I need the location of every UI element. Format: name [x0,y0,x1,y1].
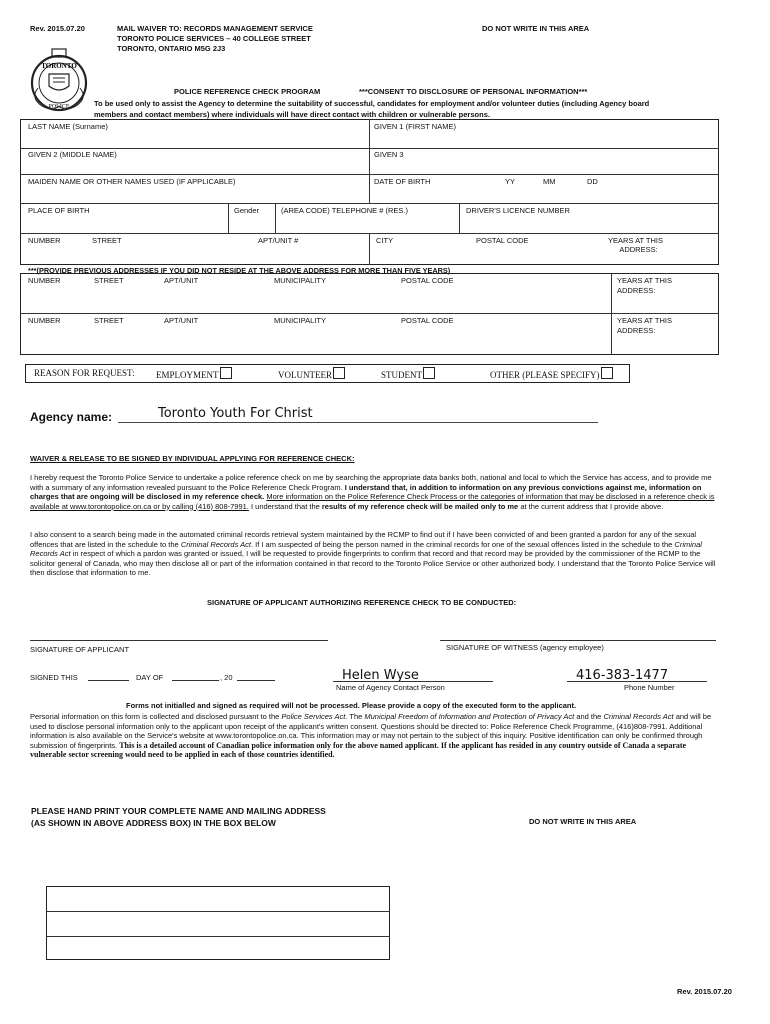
previous-address-note: ***(PROVIDE PREVIOUS ADDRESSES IF YOU DID NOT RESIDE AT THE ABOVE ADDRESS FOR MORE THAN FIVE YEARS) [28,266,451,275]
prev2-years-label-2: ADDRESS: [617,326,656,335]
year-prefix-label: , 20 [220,673,233,682]
prev2-years-field[interactable] [617,316,672,336]
mail-line-2: TORONTO POLICE SERVICES – 40 COLLEGE STREET [117,34,311,43]
prev1-municipality-field[interactable]: MUNICIPALITY [274,276,326,285]
column-divider [369,233,370,265]
employment-label: EMPLOYMENT [156,370,219,380]
mailing-address [117,24,313,54]
drivers-licence-field[interactable]: DRIVER'S LICENCE NUMBER [466,206,570,215]
phone-number-line [567,681,707,682]
waiver-p1-a: I hereby request the Toronto Police Service to undertake a police reference check on me by searching the appropriate data banks both, national and local to which the Service has access, and to provide me with a summary of any information revealed pursuant to the Police Reference Check Program. [30,473,712,492]
applicant-signature-label: SIGNATURE OF APPLICANT [30,645,130,654]
waiver-p2-act: Criminal Records Act [180,539,251,549]
mailing-line-2[interactable] [46,936,390,937]
volunteer-label: VOLUNTEER [278,370,332,380]
column-divider [459,203,460,233]
column-divider [275,203,276,233]
waiver-p1-d: I understand that the [250,501,320,511]
prev1-number-field[interactable]: NUMBER [28,276,61,285]
volunteer-checkbox[interactable] [333,367,345,379]
other-checkbox[interactable] [601,367,613,379]
dob-year-label: YY [505,177,516,186]
address-city-field[interactable]: CITY [376,236,394,245]
given1-field[interactable]: GIVEN 1 (FIRST NAME) [374,122,456,131]
waiver-p2-a: I also consent to a search being made in the automated criminal records retrieval system maintained by the RCMP to find out if I have been convicted of and been granted a pardon for any of the sexual offences that are listed in the schedule to the [30,530,697,549]
address-street-field[interactable]: STREET [92,236,122,245]
employment-option[interactable] [156,367,232,380]
purpose-line-1: To be used only to assist the Agency to determine the suitability of successful, candidates for employment and/or volunteer duties (including Agency board [94,99,650,108]
day-of-label: DAY OF [136,673,164,682]
signature-heading: SIGNATURE OF APPLICANT AUTHORIZING REFERENCE CHECK TO BE CONDUCTED: [207,598,517,607]
hand-print-line-2: (AS SHOWN IN ABOVE ADDRESS BOX) IN THE BOX BELOW [31,818,276,828]
applicant-signature-line[interactable] [30,640,328,641]
mailing-address-box [46,886,390,960]
dob-month-label: MM [543,177,556,186]
volunteer-option[interactable] [278,367,345,380]
mail-line-1: MAIL WAIVER TO: RECORDS MANAGEMENT SERVICE [117,24,313,33]
waiver-paragraph-2 [30,530,724,578]
student-label: STUDENT [381,370,422,380]
do-not-write-header: DO NOT WRITE IN THIS AREA [482,24,590,33]
years-at-address-field[interactable] [608,236,663,254]
agency-name-label: Agency name: [30,410,113,424]
contact-person-value[interactable]: Helen Wyse [342,668,419,683]
gender-field[interactable]: Gender [234,206,260,215]
do-not-write-footer: DO NOT WRITE IN THIS AREA [529,817,637,826]
phone-number-value[interactable]: 416-383-1477 [576,668,669,683]
prev1-years-field[interactable] [617,276,672,296]
previous-address-box [20,273,719,355]
row-divider [20,313,719,314]
waiver-p1-b: I understand that, in addition to information on any previous convictions against me, information on charges that are ongoing will be disclosed in my reference check. [30,482,702,502]
privacy-a: Personal information on this form is collected and disclosed pursuant to the [30,712,280,721]
privacy-c: and the [576,712,602,721]
logo-bottom-text: POLICE [48,104,70,110]
privacy-act1: Police Services Act [281,712,346,721]
address-apt-field[interactable]: APT/UNIT # [258,236,299,245]
prev1-years-label-2: ADDRESS: [617,286,656,295]
prev2-municipality-field[interactable]: MUNICIPALITY [274,316,326,325]
prev2-apt-field[interactable]: APT/UNIT [164,316,199,325]
purpose-line-2: members and contact members) where individuals will have direct contact with children or vulnerable persons. [94,110,490,119]
waiver-p1-e: results of my reference check will be mailed only to me [321,501,519,511]
mailing-line-1[interactable] [46,911,390,912]
prev2-street-field[interactable]: STREET [94,316,124,325]
maiden-name-field[interactable]: MAIDEN NAME OR OTHER NAMES USED (IF APPLICABLE) [28,177,236,186]
program-title: POLICE REFERENCE CHECK PROGRAM [174,87,321,96]
waiver-paragraph-1 [30,473,724,511]
years-label-2: ADDRESS: [619,245,658,254]
column-divider [228,203,229,233]
signed-this-label: SIGNED THIS [30,673,78,682]
prev2-years-label-1: YEARS AT THIS [617,316,673,325]
row-divider [20,203,719,204]
waiver-p1-link[interactable]: More information on the Police Reference Check Process or the categories of information that may be disclosed in a reference check is available at www.torontopolice.on.ca or by calling (416) 808-7991. [30,492,715,511]
signed-month-line[interactable] [172,680,219,681]
agency-name-line [118,422,598,423]
address-postal-field[interactable]: POSTAL CODE [476,236,529,245]
privacy-b: . The [345,712,363,721]
prev2-number-field[interactable]: NUMBER [28,316,61,325]
column-divider [369,119,370,203]
dob-day-label: DD [587,177,598,186]
student-option[interactable] [381,367,435,380]
given3-field[interactable]: GIVEN 3 [374,150,404,159]
telephone-field[interactable]: (AREA CODE) TELEPHONE # (RES.) [281,206,408,215]
date-of-birth-field[interactable]: DATE OF BIRTH [374,177,431,186]
prev1-street-field[interactable]: STREET [94,276,124,285]
student-checkbox[interactable] [423,367,435,379]
years-label-1: YEARS AT THIS [608,236,664,245]
revision-label: Rev. 2015.07.20 [30,24,85,33]
last-name-field[interactable]: LAST NAME (Surname) [28,122,108,131]
hand-print-line-1: PLEASE HAND PRINT YOUR COMPLETE NAME AND MAILING ADDRESS [31,806,326,816]
signed-day-line[interactable] [88,680,129,681]
purpose-text [94,98,734,120]
other-label: OTHER (PLEASE SPECIFY) [490,370,600,380]
prev2-postal-field[interactable]: POSTAL CODE [401,316,454,325]
detailed-account-note: This is a detailed account of Canadian police information only for the above named applicant. If the applicant has resided in any country outside of Canada a separate vulnerable sector screening would need to be applied in each of those countries identified. [30,740,687,760]
consent-title: ***CONSENT TO DISCLOSURE OF PERSONAL INFORMATION*** [359,87,588,96]
signed-year-line[interactable] [237,680,275,681]
contact-person-line [333,681,493,682]
employment-checkbox[interactable] [220,367,232,379]
waiver-p2-b: . If I am suspected of being the person named in the criminal records for one of the sexual offences listed in the schedule to the [250,539,673,549]
place-of-birth-field[interactable]: PLACE OF BIRTH [28,206,90,215]
contact-person-label: Name of Agency Contact Person [336,683,445,692]
phone-number-label: Phone Number [624,683,675,692]
witness-signature-line[interactable] [440,640,716,641]
mail-line-3: TORONTO, ONTARIO M5G 2J3 [117,44,226,53]
waiver-p2-c: in respect of which a pardon was granted or issued, I will be requested to provide fingerprints to confirm that record and that record may be provided by the commissioner of the RCMP to the solicitor general of Canada, who may then disclose all or part of the information contained in that record to the Toronto Police Service or other authorized body. I understand that the Toronto Police Service will then disclose that information to me. [30,549,716,578]
column-divider [611,273,612,355]
hand-print-instructions [31,805,326,829]
prev1-postal-field[interactable]: POSTAL CODE [401,276,454,285]
other-option[interactable] [490,367,613,380]
witness-signature-label: SIGNATURE OF WITNESS (agency employee) [446,643,604,652]
waiver-p2-act2: Criminal Records Act [30,539,702,559]
logo-top-text: TORONTO [41,62,77,70]
police-badge-logo [24,48,94,114]
reason-label: REASON FOR REQUEST: [34,368,135,378]
processing-warning: Forms not initialled and signed as required will not be processed. Please provide a copy of the executed form to the applicant. [126,701,577,710]
privacy-act2: Municipal Freedom of Information and Protection of Privacy Act [364,712,575,721]
waiver-p1-f: at the current address that I provide above. [520,501,664,511]
given2-field[interactable]: GIVEN 2 (MIDDLE NAME) [28,150,117,159]
prev1-years-label-1: YEARS AT THIS [617,276,673,285]
agency-name-value[interactable]: Toronto Youth For Christ [158,406,313,421]
waiver-heading: WAIVER & RELEASE TO BE SIGNED BY INDIVIDUAL APPLYING FOR REFERENCE CHECK: [30,454,355,463]
privacy-act3: Criminal Records Act [603,712,674,721]
privacy-d: and will be used to disclose personal information only to the applicant upon receipt of the applicant's written consent. Questions should be directed to: Police Reference Check Programme, (416)808-7991. Additional information is also available on the Service's website at www.torontopolice.on.ca. This information may or may not pertain to the subject of this inquiry. Positive identification can only be confirmed through submission of fingerprints. [30,712,712,750]
prev1-apt-field[interactable]: APT/UNIT [164,276,199,285]
privacy-notice [30,712,724,760]
footer-revision-label: Rev. 2015.07.20 [677,987,732,996]
address-number-field[interactable]: NUMBER [28,236,61,245]
